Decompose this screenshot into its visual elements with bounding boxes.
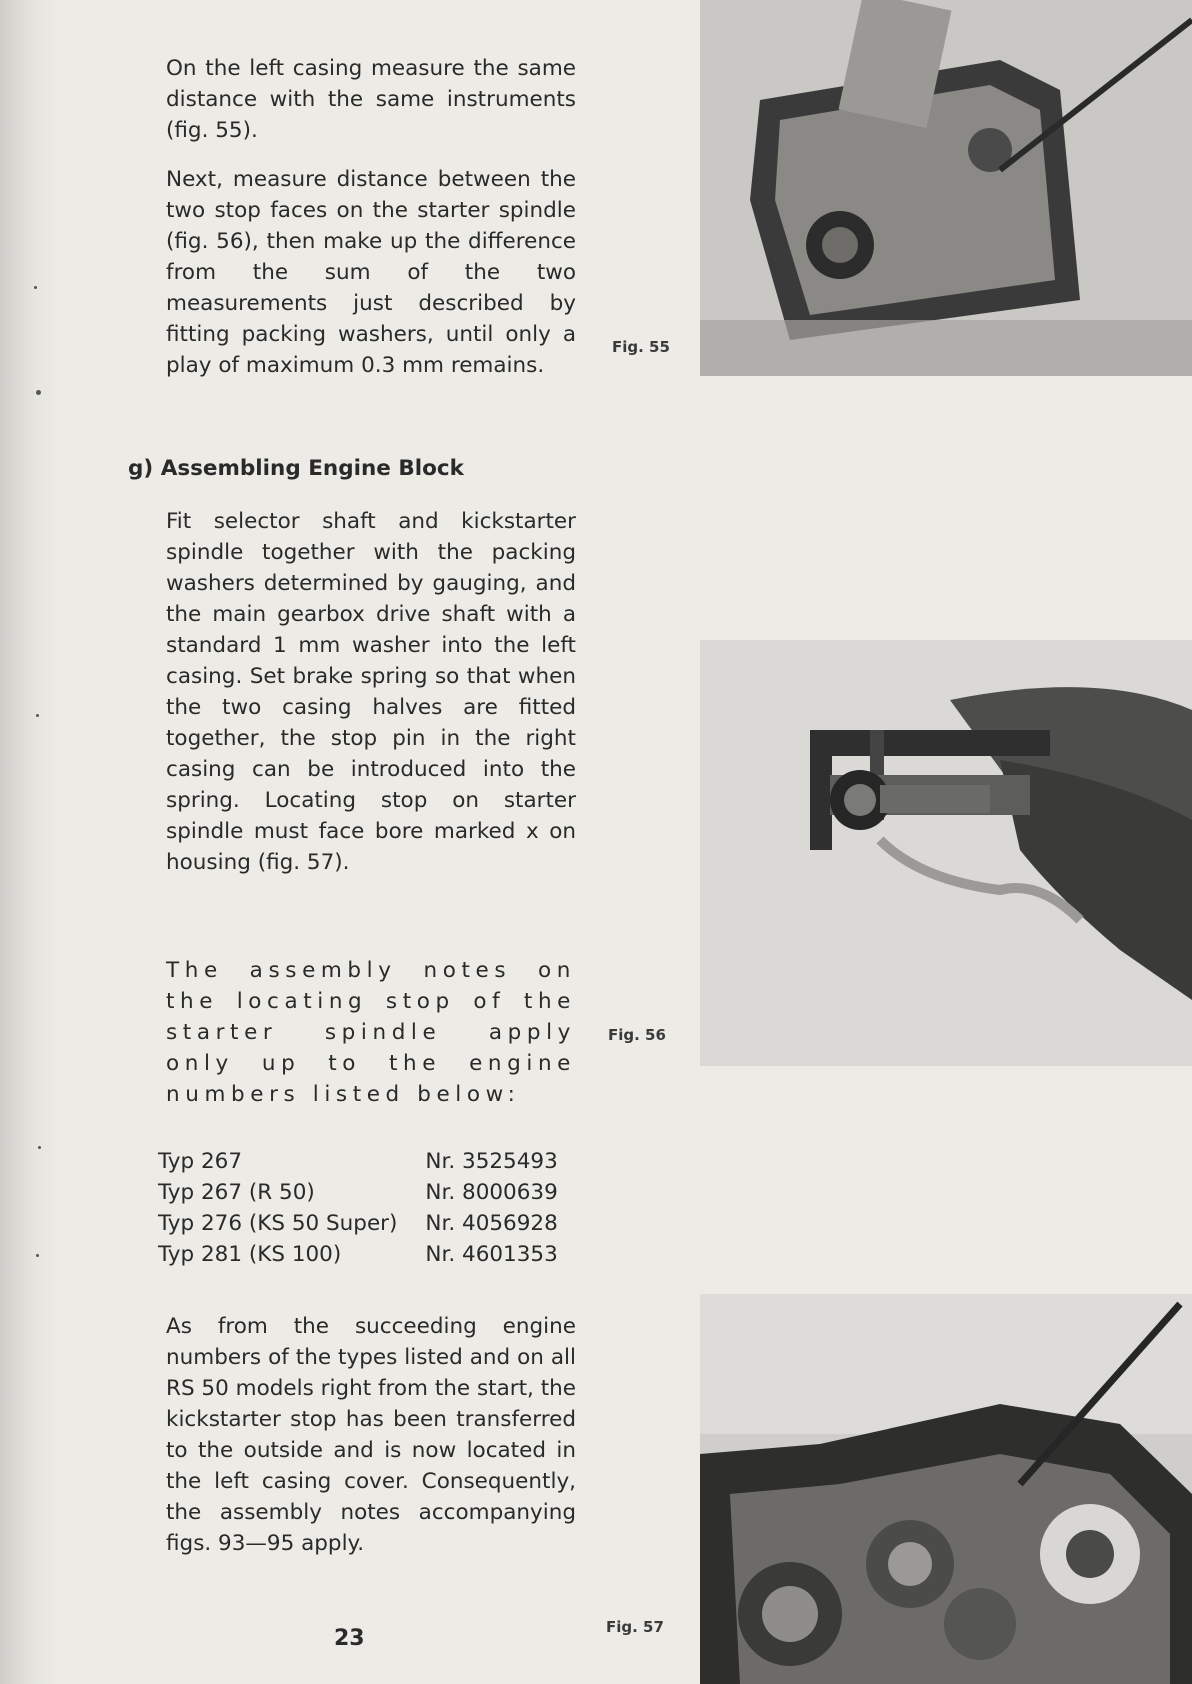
scan-speck: [36, 1254, 39, 1257]
paragraph-left-casing: On the left casing measure the same distance with the same instruments (fig. 55).: [166, 56, 576, 143]
table-row: [158, 1146, 558, 1177]
paragraph-measure-distance: Next, measure distance between the two stop faces on the starter spindle (fig. 56), then make up the difference from the sum of the two measurements just described by fitting packing washers, until only a play of maximum 0.3 mm remains.: [166, 167, 576, 378]
scan-speck: [36, 390, 41, 395]
section-heading: g) Assembling Engine Block: [128, 456, 464, 481]
engine-number-table: [158, 1146, 558, 1270]
page-gutter-shadow: [0, 0, 60, 1684]
figure-55-caption: Fig. 55: [612, 338, 670, 356]
figure-57-photo: [700, 1294, 1192, 1684]
scan-speck: [38, 1146, 41, 1149]
paragraph-assembly-notes: The assembly notes on the locating stop of the starter spindle apply only up to the engine numbers listed below:: [166, 958, 576, 1107]
table-row: [158, 1208, 558, 1239]
table-row: [158, 1177, 558, 1208]
scan-speck: [36, 714, 39, 717]
casing-measurement-photo: [700, 0, 1192, 376]
engine-type: Typ 276 (KS 50 Super): [158, 1211, 398, 1236]
engine-number: Nr. 3525493: [425, 1149, 558, 1174]
engine-number: Nr. 4601353: [425, 1242, 558, 1267]
engine-number: Nr. 8000639: [425, 1180, 558, 1205]
figure-55-photo: [700, 0, 1192, 376]
figure-56-photo: [700, 640, 1192, 1066]
caliper-spindle-photo: [700, 640, 1192, 1066]
figure-56-caption: Fig. 56: [608, 1026, 666, 1044]
engine-casing-photo: [700, 1294, 1192, 1684]
engine-type: Typ 281 (KS 100): [158, 1242, 342, 1267]
engine-number: Nr. 4056928: [425, 1211, 558, 1236]
paragraph-succeeding: As from the succeeding engine numbers of the types listed and on all RS 50 models right from the start, the kickstarter stop has been transferred to the outside and is now located in the left casing cover. Consequently, the assembly notes accompanying figs. 93—95 apply.: [166, 1314, 576, 1556]
table-row: [158, 1239, 558, 1270]
engine-type: Typ 267 (R 50): [158, 1180, 315, 1205]
page-number: 23: [334, 1626, 365, 1651]
paragraph-fit-selector: Fit selector shaft and kickstarter spindle together with the packing washers determined by gauging, and the main gearbox drive shaft with a standard 1 mm washer into the left casing. Set brake spring so that when the two casing halves are fitted together, the stop pin in the right casing can be introduced into the spring. Locating stop on starter spindle must face bore marked x on housing (fig. 57).: [166, 509, 576, 875]
figure-57-caption: Fig. 57: [606, 1618, 664, 1636]
engine-type: Typ 267: [158, 1149, 243, 1174]
scan-speck: [34, 286, 37, 289]
